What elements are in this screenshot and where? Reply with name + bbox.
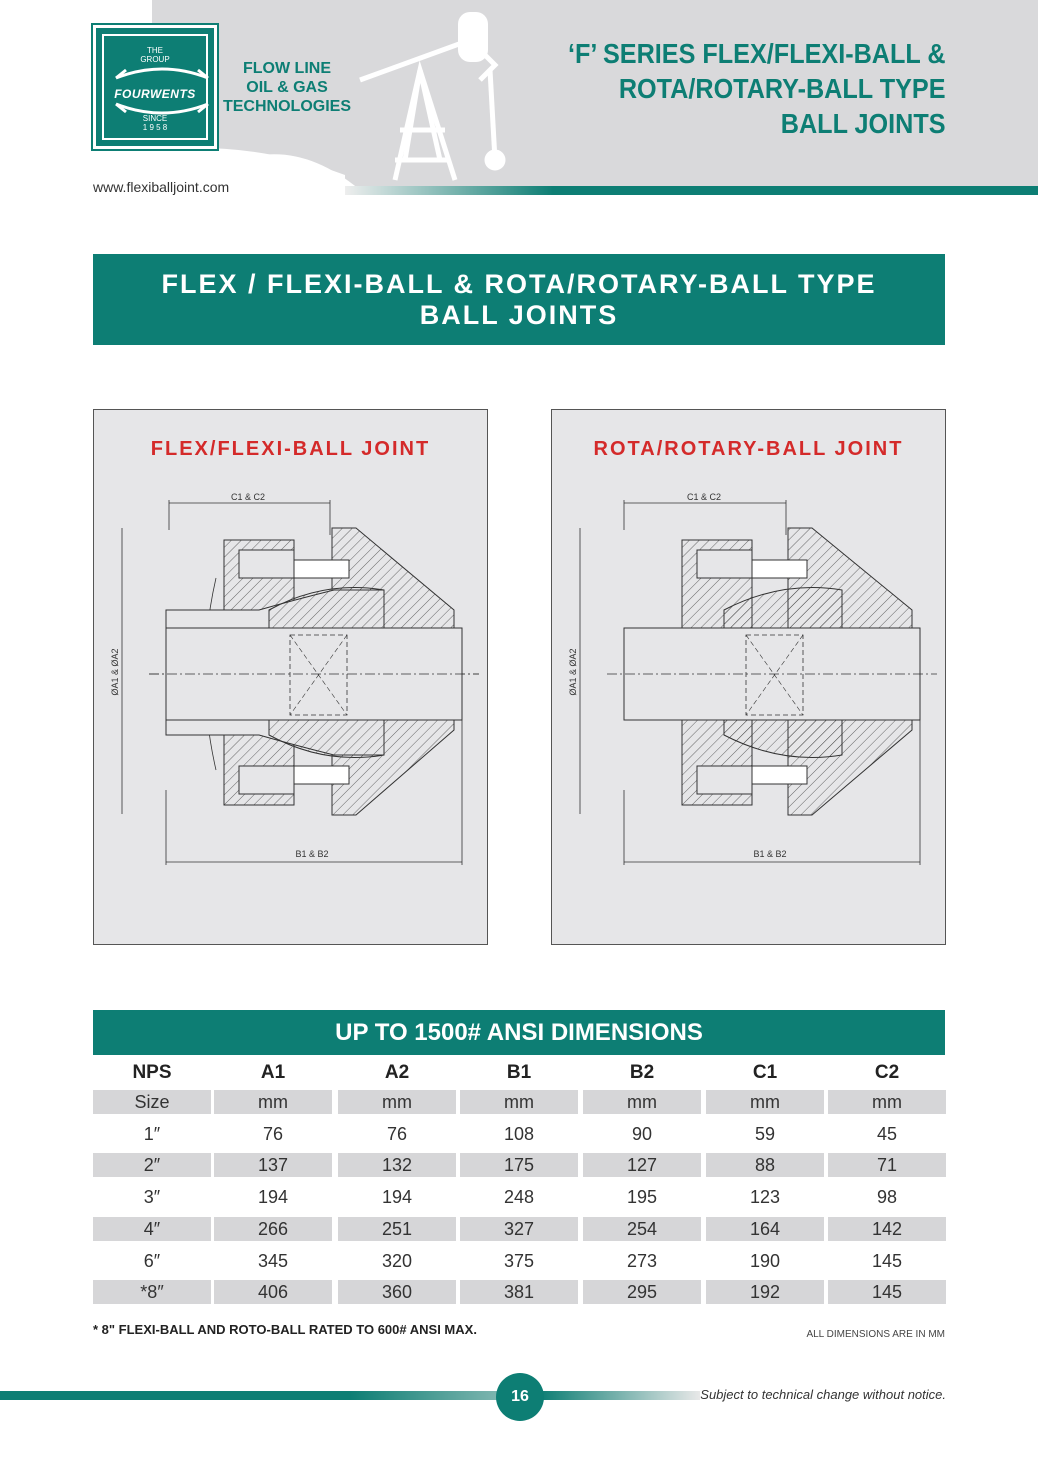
table-cell: 145 <box>871 1250 903 1271</box>
table-cell: 295 <box>583 1280 701 1304</box>
company-logo <box>93 25 217 149</box>
table-cell: 164 <box>706 1217 824 1241</box>
table-cell: 251 <box>338 1217 456 1241</box>
dim-b-label: B1 & B2 <box>753 849 787 859</box>
table-cell: 145 <box>828 1280 946 1304</box>
rota-ball-joint-diagram <box>552 410 947 946</box>
title-line: BALL JOINTS <box>781 108 946 139</box>
banner-line: BALL JOINTS <box>419 300 619 330</box>
table-cell: 76 <box>262 1123 284 1144</box>
table-cell: 2″ <box>93 1153 211 1177</box>
column-header: B2 <box>629 1062 655 1083</box>
dim-c-label: C1 & C2 <box>230 492 266 502</box>
unit-cell: mm <box>338 1090 456 1114</box>
page-title <box>568 36 946 141</box>
column-header: C1 <box>752 1062 778 1083</box>
title-line: ROTA/ROTARY-BALL TYPE <box>619 73 946 104</box>
flex-ball-joint-diagram <box>94 410 489 946</box>
table-cell: 1″ <box>143 1123 161 1144</box>
footer-bar-left <box>0 1391 500 1400</box>
table-cell: 142 <box>828 1217 946 1241</box>
table-cell: 59 <box>754 1123 776 1144</box>
drawing-title: ROTA/ROTARY-BALL JOINT <box>593 438 904 460</box>
drawing-title: FLEX/FLEXI-BALL JOINT <box>150 438 431 460</box>
banner-line: FLEX / FLEXI-BALL & ROTA/ROTARY-BALL TYPE <box>161 269 877 299</box>
table-cell: 194 <box>381 1187 413 1208</box>
chevron-up-icon <box>112 64 212 80</box>
title-line: ‘F’ SERIES FLEX/FLEXI-BALL & <box>568 38 946 69</box>
logo-group: GROUP <box>140 55 170 64</box>
dimension-units-note: ALL DIMENSIONS ARE IN MM <box>806 1329 945 1340</box>
rota-ball-joint-drawing <box>551 409 946 945</box>
table-cell: 137 <box>214 1153 332 1177</box>
tagline <box>222 59 352 116</box>
table-footnote: * 8" FLEXI-BALL AND ROTO-BALL RATED TO 600# ANSI MAX. <box>93 1322 477 1337</box>
table-cell: 248 <box>503 1187 535 1208</box>
footer-bar-right <box>540 1391 700 1400</box>
table-cell: 254 <box>583 1217 701 1241</box>
table-title: UP TO 1500# ANSI DIMENSIONS <box>93 1010 945 1055</box>
table-cell: *8″ <box>93 1280 211 1304</box>
logo-year: 1 9 5 8 <box>142 123 168 132</box>
table-cell: 320 <box>381 1250 413 1271</box>
dim-a-label: ØA1 & ØA2 <box>110 648 120 696</box>
unit-cell: mm <box>214 1090 332 1114</box>
table-cell: 406 <box>214 1280 332 1304</box>
table-cell: 194 <box>257 1187 289 1208</box>
table-cell: 345 <box>257 1250 289 1271</box>
table-cell: 123 <box>749 1187 781 1208</box>
column-header: NPS <box>132 1062 172 1083</box>
unit-cell: mm <box>828 1090 946 1114</box>
header-divider-bar <box>345 186 1038 195</box>
table-cell: 98 <box>876 1187 898 1208</box>
table-cell: 132 <box>338 1153 456 1177</box>
dim-a-label: ØA1 & ØA2 <box>568 648 578 696</box>
table-cell: 175 <box>460 1153 578 1177</box>
table-cell: 266 <box>214 1217 332 1241</box>
tagline-line: OIL & GAS <box>246 79 328 96</box>
table-cell: 195 <box>626 1187 658 1208</box>
table-cell: 90 <box>631 1123 653 1144</box>
column-header: C2 <box>874 1062 900 1083</box>
table-cell: 273 <box>626 1250 658 1271</box>
table-cell: 360 <box>338 1280 456 1304</box>
website-link[interactable]: www.flexiballjoint.com <box>93 179 230 195</box>
logo-since: SINCE <box>142 114 168 123</box>
tagline-line: TECHNOLOGIES <box>222 98 351 115</box>
dim-b-label: B1 & B2 <box>295 849 329 859</box>
table-cell: 108 <box>503 1123 535 1144</box>
column-header: A1 <box>260 1062 286 1083</box>
table-cell: 76 <box>386 1123 408 1144</box>
section-banner <box>93 254 945 345</box>
logo-the: THE <box>147 46 163 55</box>
table-cell: 381 <box>460 1280 578 1304</box>
table-cell: 375 <box>503 1250 535 1271</box>
unit-cell: mm <box>706 1090 824 1114</box>
unit-cell: mm <box>460 1090 578 1114</box>
unit-cell: mm <box>583 1090 701 1114</box>
flex-ball-joint-drawing <box>93 409 488 945</box>
disclaimer: Subject to technical change without notice. <box>700 1387 946 1402</box>
dim-c-label: C1 & C2 <box>686 492 722 502</box>
table-cell: 327 <box>460 1217 578 1241</box>
page-number: 16 <box>496 1373 544 1421</box>
column-header: A2 <box>384 1062 410 1083</box>
tagline-line: FLOW LINE <box>243 60 331 77</box>
table-cell: 127 <box>583 1153 701 1177</box>
table-cell: 88 <box>706 1153 824 1177</box>
table-cell: 3″ <box>143 1187 161 1208</box>
table-cell: 71 <box>828 1153 946 1177</box>
table-cell: 45 <box>876 1123 898 1144</box>
column-header: B1 <box>506 1062 532 1083</box>
pump-jack-icon <box>360 40 503 180</box>
unit-cell: Size <box>93 1090 211 1114</box>
table-cell: 6″ <box>143 1250 161 1271</box>
table-cell: 190 <box>749 1250 781 1271</box>
table-cell: 192 <box>706 1280 824 1304</box>
logo-brand: FOURWENTS <box>114 87 196 101</box>
table-cell: 4″ <box>93 1217 211 1241</box>
